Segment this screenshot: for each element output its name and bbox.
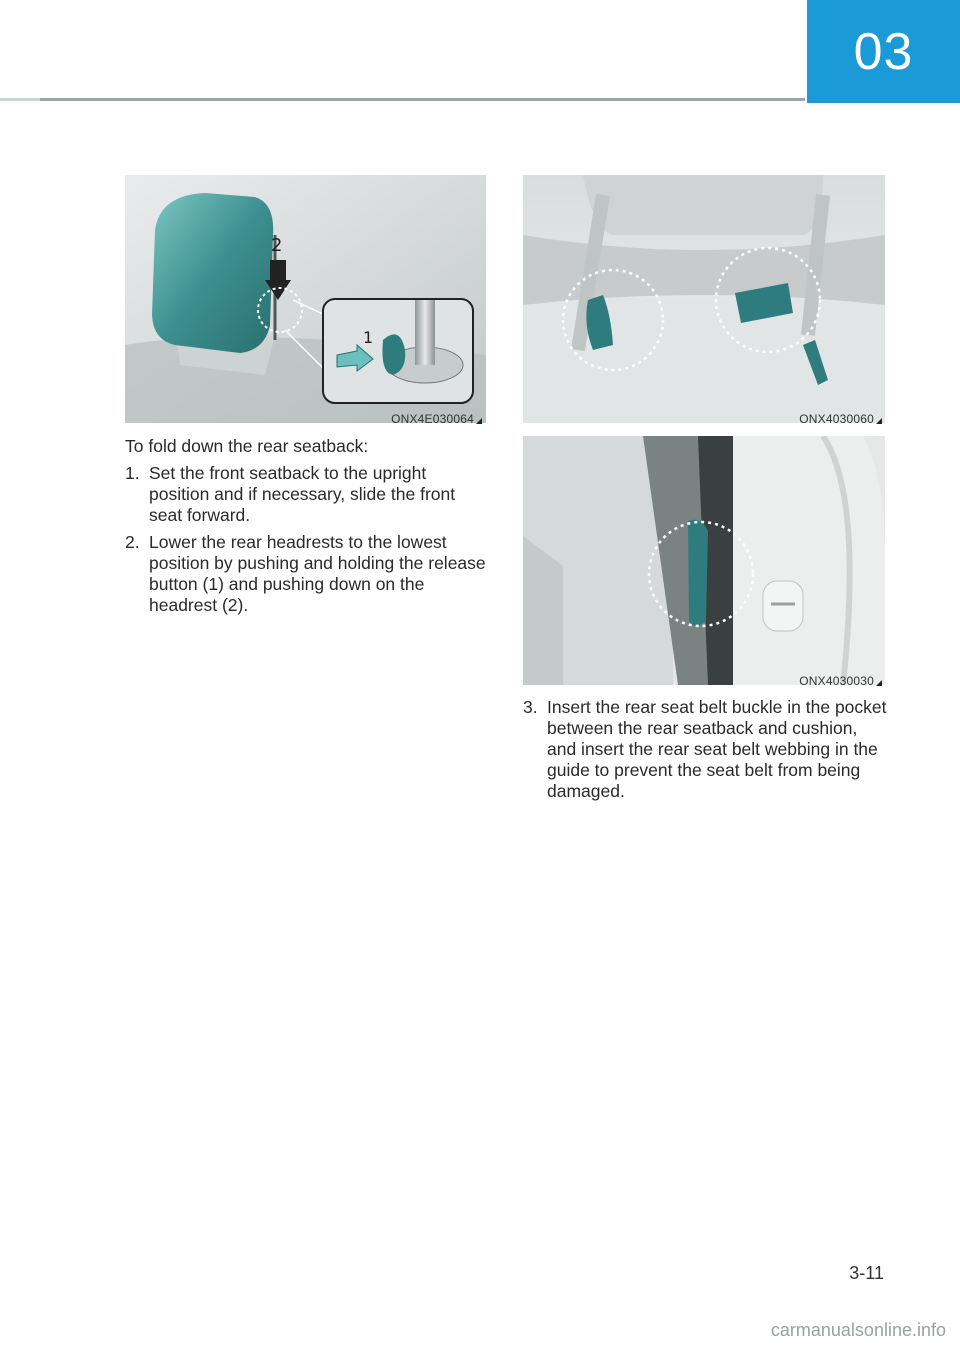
step-3 [523, 697, 888, 802]
belt-guide-illustration [523, 436, 885, 685]
svg-text:1: 1 [363, 328, 374, 347]
buckle-pockets-illustration [523, 175, 885, 423]
figure-belt-guide [523, 436, 885, 685]
figure-code: ONX4E030064 [360, 412, 482, 426]
figure-code: ONX4030030 [760, 674, 882, 688]
step-number: 1. [125, 463, 140, 483]
figure-code: ONX4030060 [760, 412, 882, 426]
svg-text:2: 2 [271, 235, 283, 256]
watermark[interactable]: carmanualsonline.info [770, 1320, 946, 1340]
page-number: 3-11 [849, 1263, 884, 1283]
step-2 [125, 532, 490, 616]
step-1 [125, 463, 490, 526]
header-rule [0, 98, 805, 101]
step-text: Lower the rear headrests to the lowest position by pushing and holding the release button (1) and pushing down on the headrest (2). [149, 532, 486, 615]
figure-buckle-pockets [523, 175, 885, 423]
right-instructions [523, 697, 888, 808]
figure-headrest [125, 175, 486, 423]
intro-text: To fold down the rear seatback: [125, 436, 369, 456]
step-number: 3. [523, 697, 538, 717]
step-text: Set the front seatback to the upright position and if necessary, slide the front seat forward. [149, 463, 456, 525]
step-number: 2. [125, 532, 140, 552]
left-instructions [125, 436, 490, 622]
chapter-number: 03 [853, 22, 914, 81]
chapter-tab [807, 0, 960, 103]
step-text: Insert the rear seat belt buckle in the pocket between the rear seatback and cushion, and insert the rear seat belt webbing in the guide to prevent the seat belt from being damaged. [547, 697, 887, 801]
headrest-illustration [125, 175, 486, 423]
